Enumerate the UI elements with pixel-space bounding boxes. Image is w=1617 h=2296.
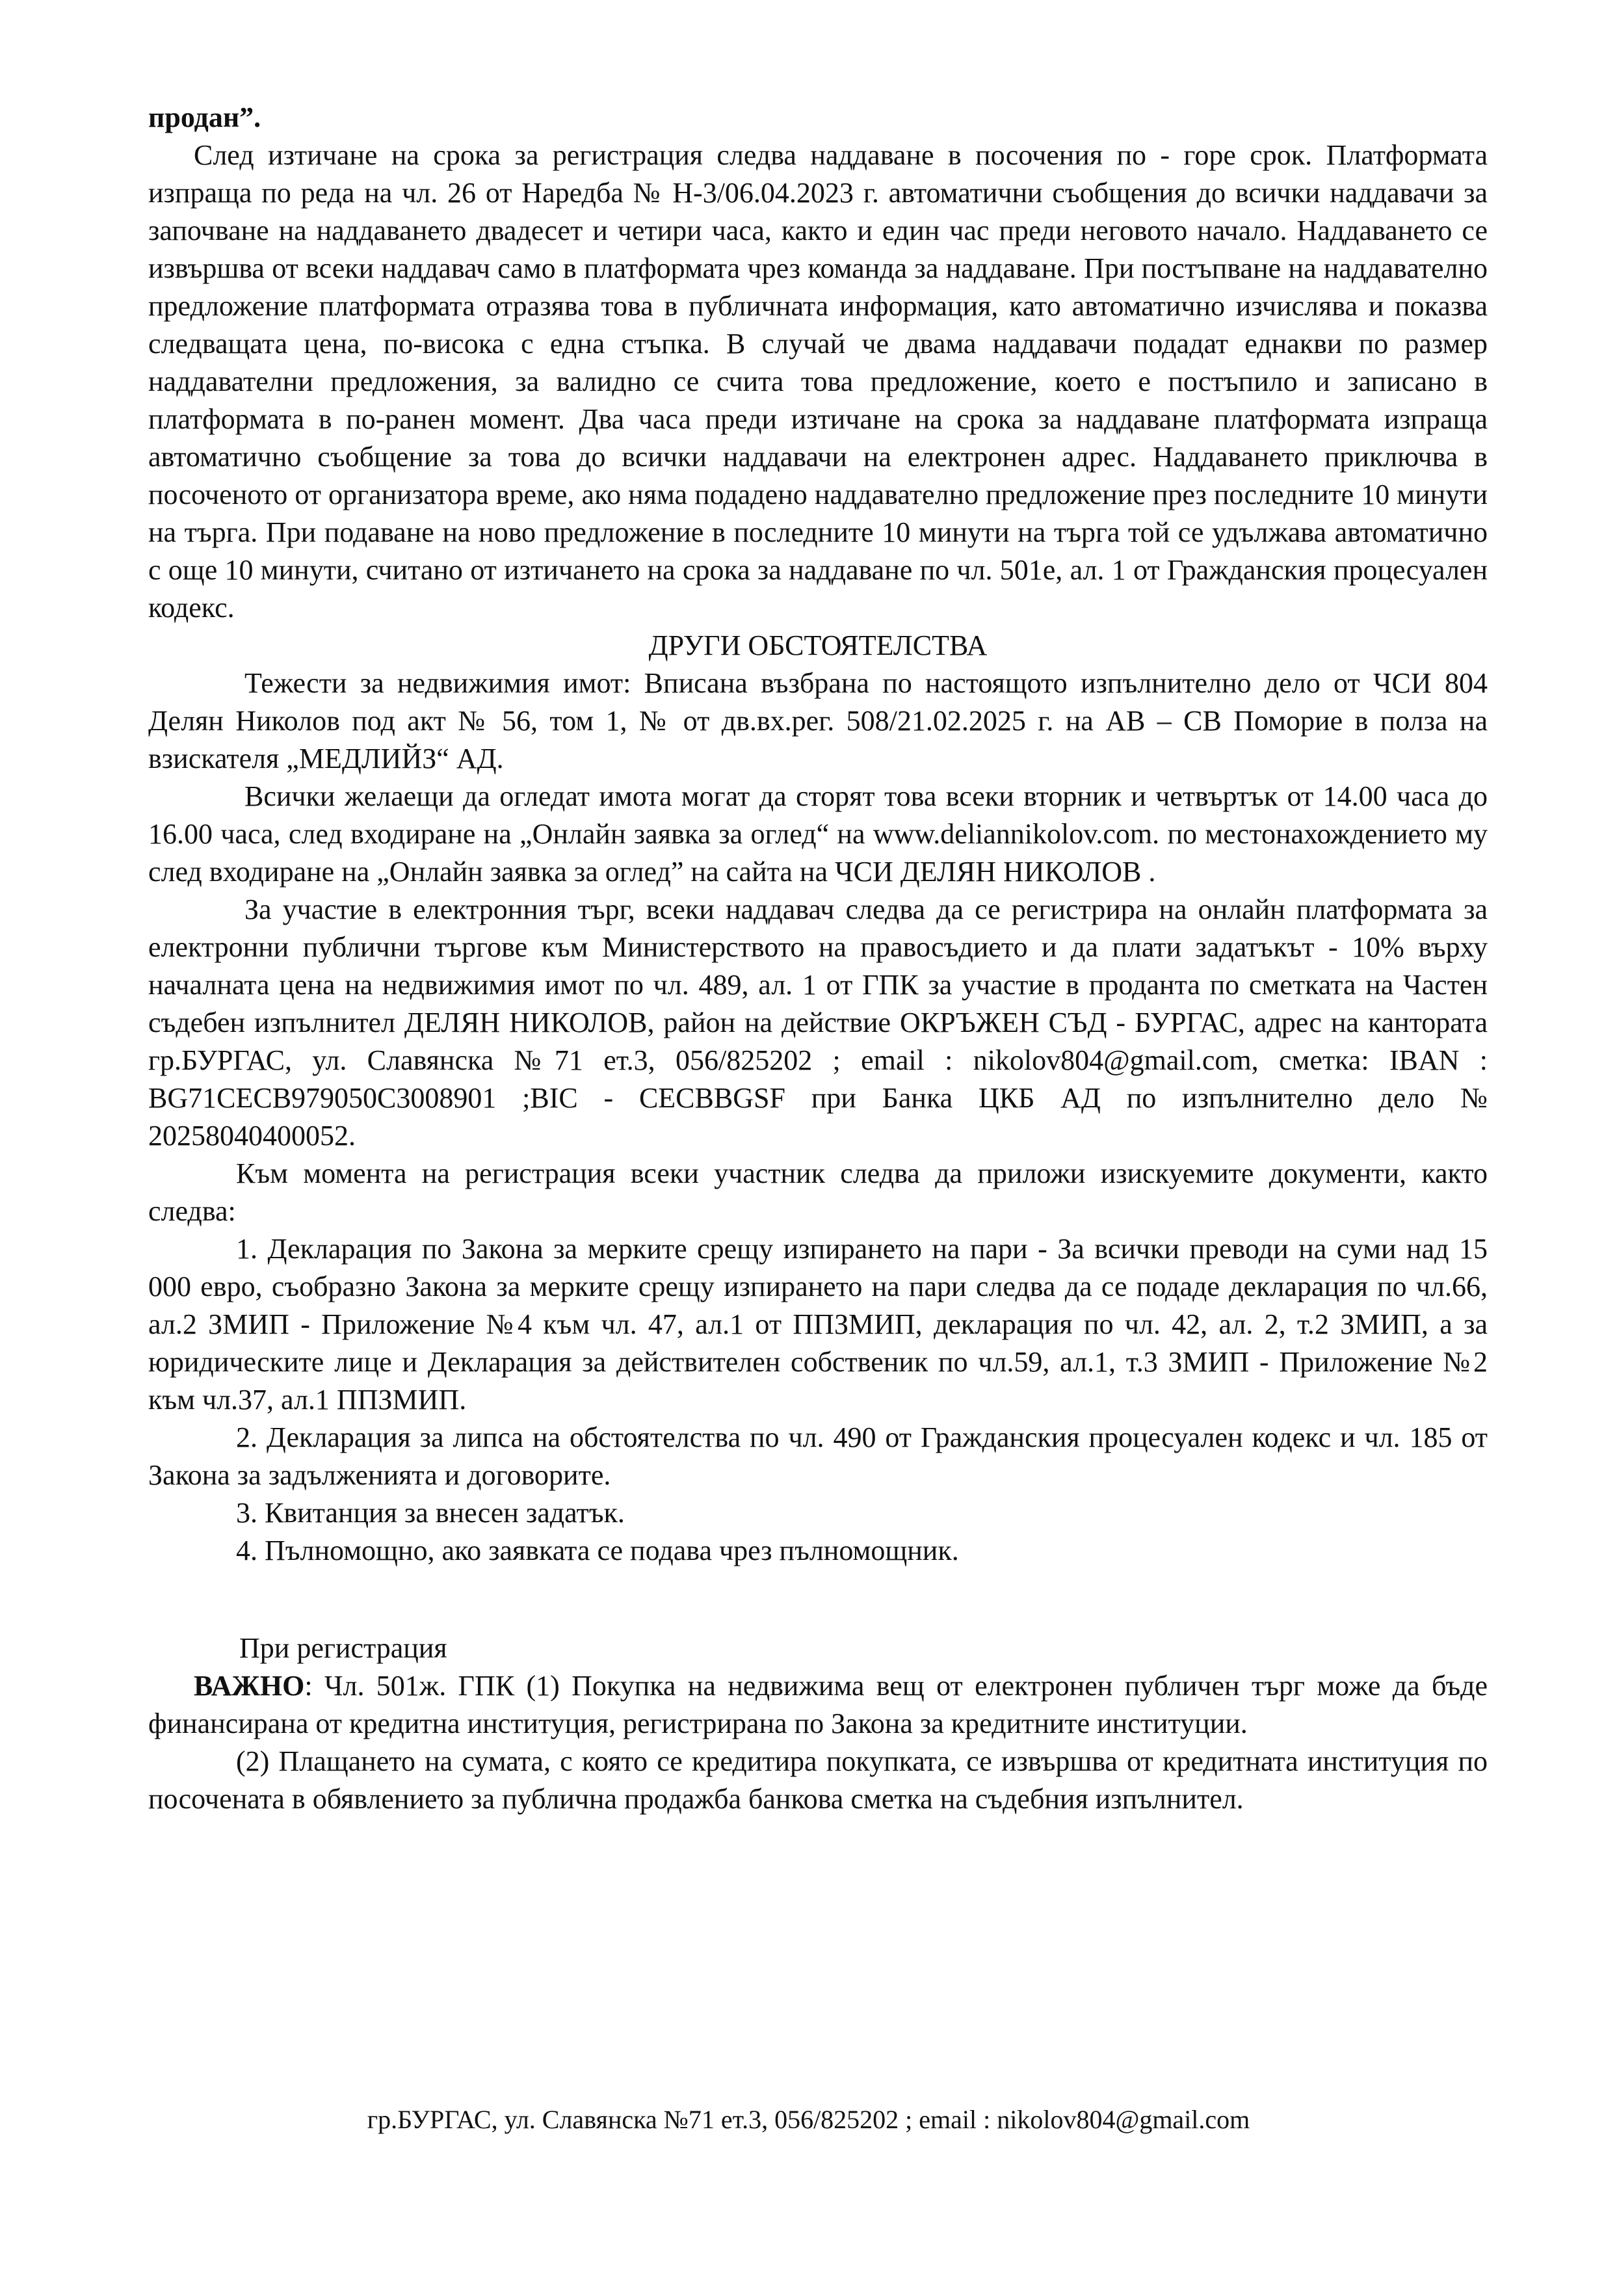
heading-other-circumstances: ДРУГИ ОБСТОЯТЕЛСТВА (648, 629, 988, 661)
paragraph-encumbrances: Тежести за недвижимия имот: Вписана възбрана по настоящото изпълнително дело от ЧСИ 804 Делян Николов под акт № 56, том 1, № от дв.вх.рег. 508/21.02.2025 г. на АВ – СВ Поморие в полза на взискателя „МЕДЛИЙЗ“ АД. (148, 667, 1488, 774)
paragraph-participation: За участие в електронния търг, всеки наддавач следва да се регистрира на онлайн платформата за електронни публични търгове към Министерството на правосъдието и да плати задатъкът - 10% върху началната цена на недвижимия имот по чл. 489, ал. 1 от ГПК за участие в проданта по сметката на Частен съдебен изпълнител ДЕЛЯН НИКОЛОВ, район на действие ОКРЪЖЕН СЪД - БУРГАС, адрес на кантората гр.БУРГАС, ул. Славянска №71 ет.3, 056/825202 ; email : nikolov804@gmail.com, сметка: IBAN : BG71CECB979050C3008901 ;BIC - CECBBGSF при Банка ЦКБ АД по изпълнително дело № 20258040400052. (148, 893, 1488, 1152)
document-item: 4. Пълномощно, ако заявката се подава чрез пълномощник. (236, 1535, 959, 1566)
paragraph-payment: (2) Плащането на сумата, с която се кредитира покупката, се извършва от кредитната институция по посочената в обявлението за публична продажба банкова сметка на съдебния изпълнител. (148, 1745, 1488, 1815)
paragraph-documents-intro: Към момента на регистрация всеки участник следва да приложи изискуемите документи, както следва: (148, 1157, 1488, 1227)
document-item: 2. Декларация за липса на обстоятелства по чл. 490 от Гражданския процесуален кодекс и чл. 185 от Закона за задълженията и договорите. (148, 1421, 1488, 1491)
document-body (148, 99, 1488, 1818)
paragraph-important (148, 1667, 1488, 1743)
opening-fragment: продан”. (148, 101, 261, 133)
paragraph-viewing: Всички желаещи да огледат имота могат да сторят това всеки вторник и четвъртък от 14.00 часа до 16.00 часа, след входиране на „Онлайн заявка за оглед“ на www.deliannikolov.com. по местонахождението му след входиране на „Онлайн заявка за оглед” на сайта на ЧСИ ДЕЛЯН НИКОЛОВ . (148, 780, 1488, 888)
paragraph-bidding: След изтичане на срока за регистрация следва наддаване в посочения по - горе срок. Платформата изпраща по реда на чл. 26 от Наредба № Н-3/06.04.2023 г. автоматични съобщения до всички наддавачи за започване на наддаването двадесет и четири часа, както и един час преди неговото начало. Наддаването се извършва от всеки наддавач само в платформата чрез команда за наддаване. При постъпване на наддавателно предложение платформата отразява това в публичната информация, като автоматично изчислява и показва следващата цена, по-висока с една стъпка. В случай че двама наддавачи подадат еднакви по размер наддавателни предложения, за валидно се счита това предложение, което е постъпило и записано в платформата в по-ранен момент. Два часа преди изтичане на срока за наддаване платформата изпраща автоматично съобщение за това до всички наддавачи на електронен адрес. Наддаването приключва в посоченото от организатора време, ако няма подадено наддавателно предложение през последните 10 минути на търга. При подаване на ново предложение в последните 10 минути на търга той се удължава автоматично с още 10 минути, считано от изтичането на срока за наддаване по чл. 501е, ал. 1 от Гражданския процесуален кодекс. (148, 139, 1488, 624)
footer-address: гр.БУРГАС, ул. Славянска №71 ет.3, 056/825202 ; email : nikolov804@gmail.com (367, 2105, 1250, 2134)
document-item: 3. Квитанция за внесен задатък. (236, 1497, 625, 1529)
registration-label: При регистрация (239, 1632, 447, 1664)
important-text: : Чл. 501ж. ГПК (1) Покупка на недвижима вещ от електронен публичен търг може да бъде финансирана от кредитна институция, регистрирана по Закона за кредитните институции. (148, 1670, 1488, 1739)
spacer (148, 1570, 1488, 1630)
document-item: 1. Декларация по Закона за мерките срещу изпирането на пари - За всички преводи на суми над 15 000 евро, съобразно Закона за мерките срещу изпирането на пари следва да се подаде декларация по чл.66, ал.2 ЗМИП - Приложение №4 към чл. 47, ал.1 от ППЗМИП, декларация по чл. 42, ал. 2, т.2 ЗМИП, а за юридическите лице и Декларация за действителен собственик по чл.59, ал.1, т.3 ЗМИП - Приложение №2 към чл.37, ал.1 ППЗМИП. (148, 1233, 1488, 1416)
important-label: ВАЖНО (194, 1670, 305, 1702)
